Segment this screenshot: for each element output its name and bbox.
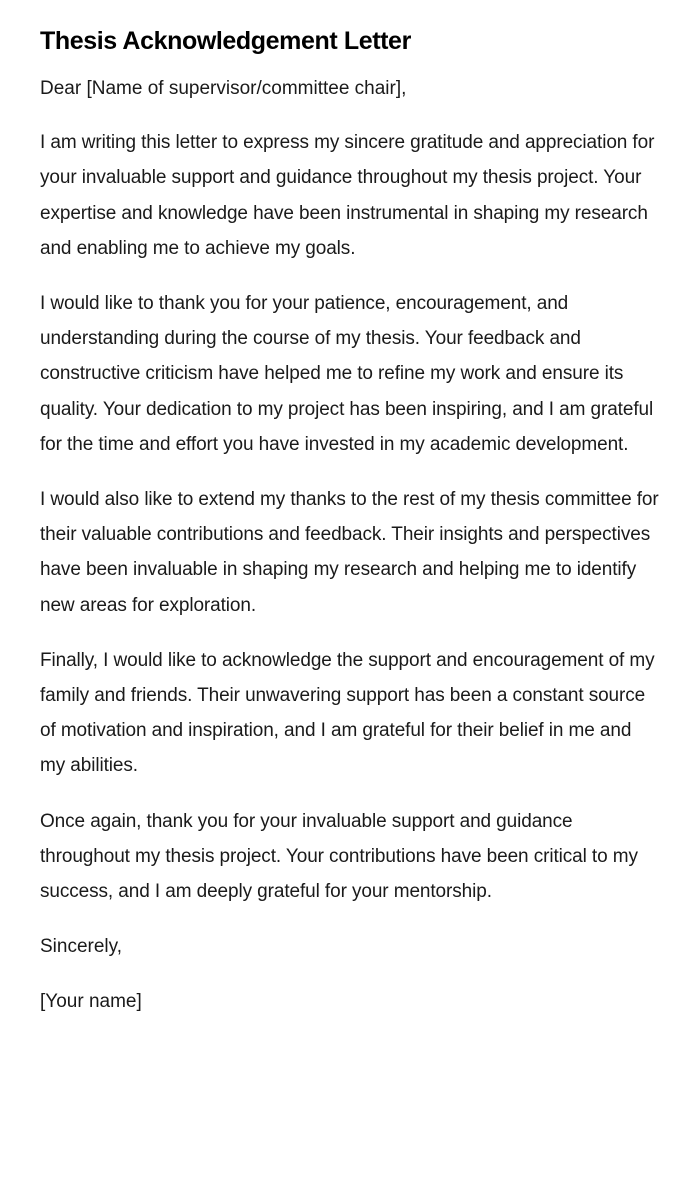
letter-signature: [Your name] <box>40 991 142 1013</box>
letter-paragraph-3: I would also like to extend my thanks to the rest of my thesis committee for their valuable contributions and feedback. Their insights and perspectives have been invaluable in shaping my research and helping me to identify new areas for exploration. <box>40 489 659 616</box>
letter-paragraph-5: Once again, thank you for your invaluable support and guidance throughout my thesis project. Your contributions have been critical to my success, and I am deeply grateful for your mentorship. <box>40 810 638 903</box>
letter-closing: Sincerely, <box>40 936 123 958</box>
letter-title: Thesis Acknowledgement Letter <box>40 27 411 55</box>
letter-paragraph-2: I would like to thank you for your patience, encouragement, and understanding during the course of my thesis. Your feedback and constructive criticism have helped me to refine my work and ensure its quality. Your dedication to my project has been inspiring, and I am grateful for the time and effort you have invested in my academic development. <box>40 293 654 455</box>
letter-paragraph-4: Finally, I would like to acknowledge the support and encouragement of my family and friends. Their unwavering support has been a constant source of motivation and inspiration, and I am grateful for their belief in me and my abilities. <box>40 649 655 777</box>
letter-paragraph-1: I am writing this letter to express my sincere gratitude and appreciation for your invaluable support and guidance throughout my thesis project. Your expertise and knowledge have been instrumental in shaping my research and enabling me to achieve my goals. <box>40 132 655 259</box>
letter-salutation: Dear [Name of supervisor/committee chair], <box>40 78 407 99</box>
